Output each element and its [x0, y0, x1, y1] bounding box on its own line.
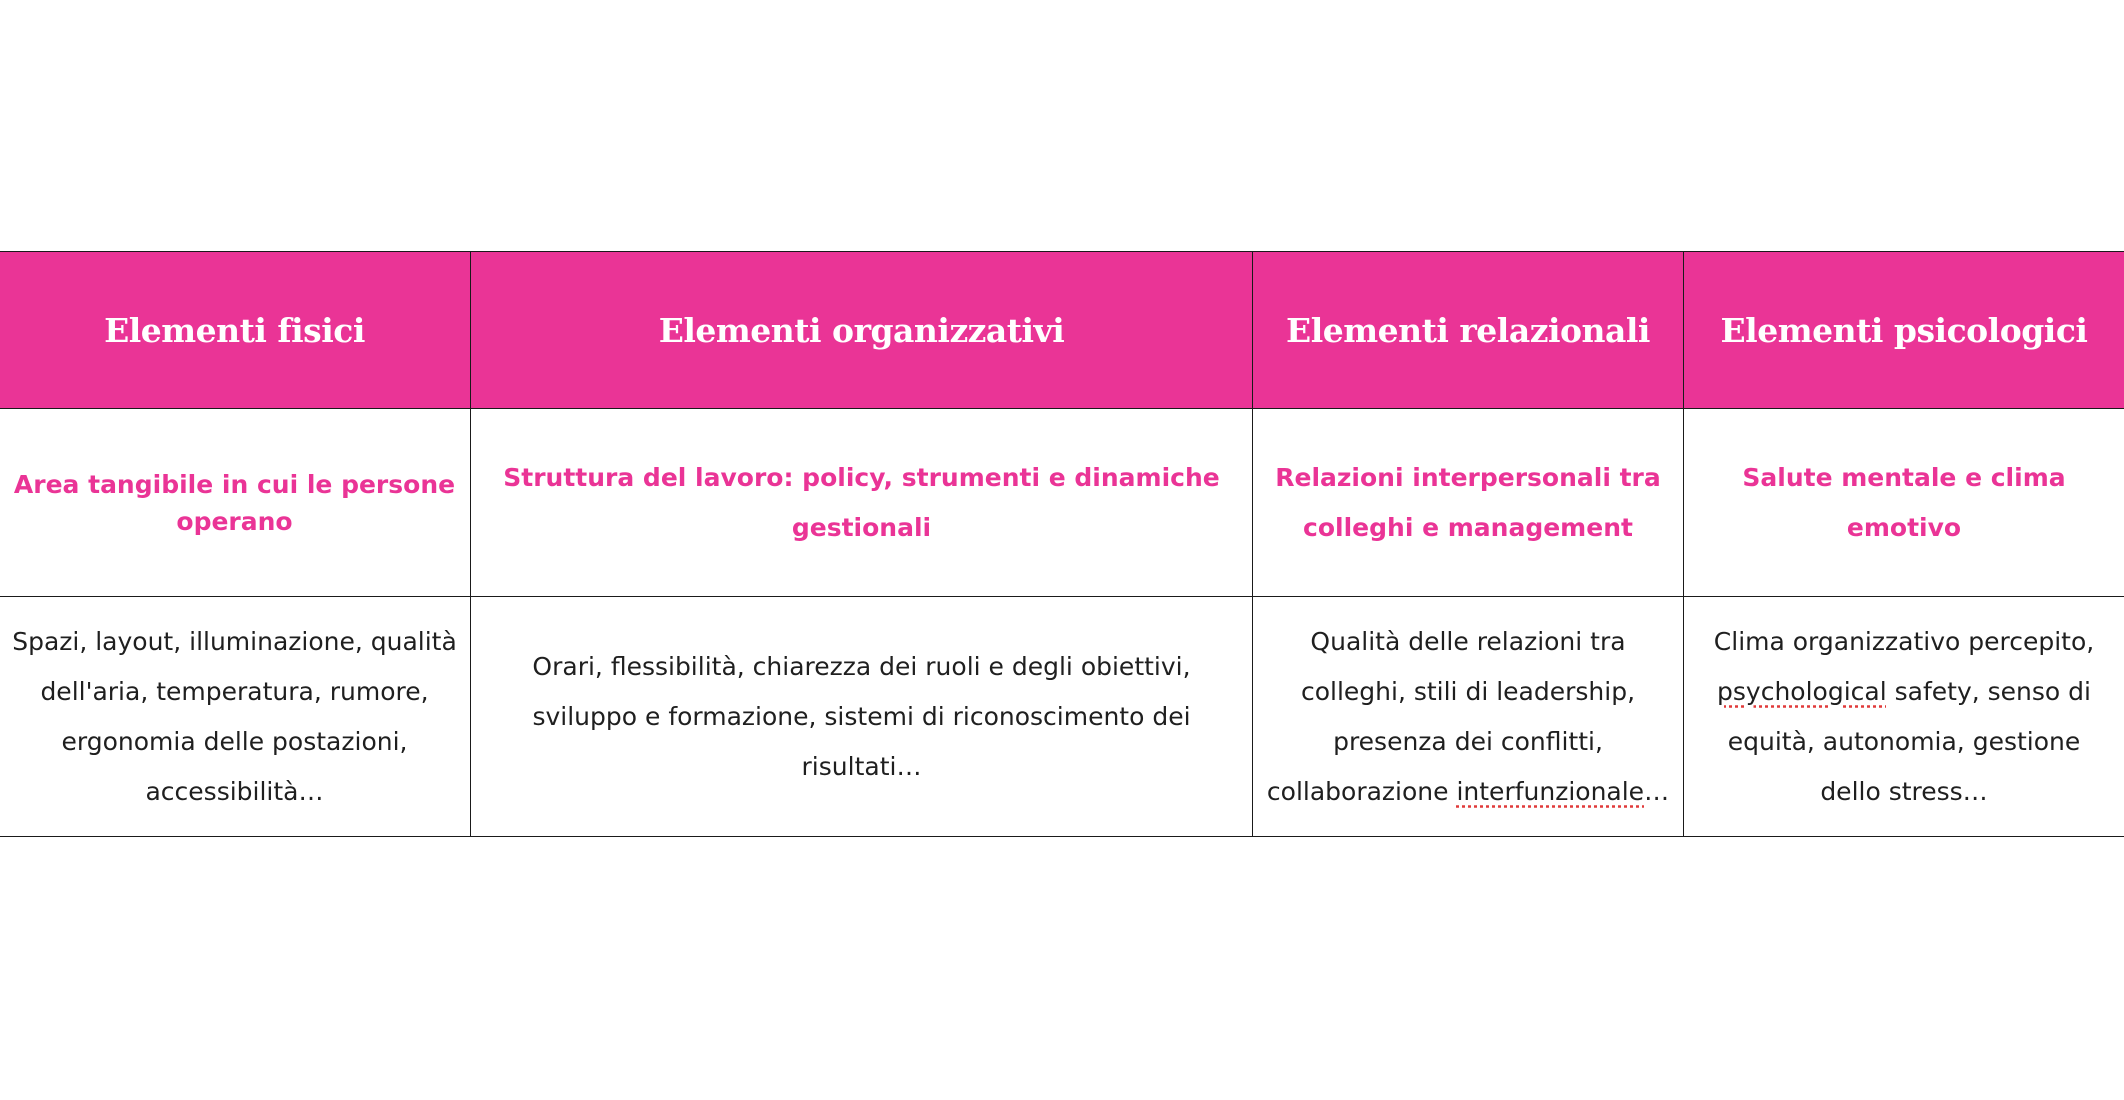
- subtitle-relational: Relazioni interpersonali tra colleghi e management: [1253, 409, 1684, 597]
- body-physical: Spazi, layout, illuminazione, qualità dell'aria, temperatura, rumore, ergonomia delle postazioni, accessibilità…: [0, 597, 471, 837]
- subtitle-psychological: Salute mentale e clima emotivo: [1684, 409, 2124, 597]
- subtitle-row: [0, 409, 2124, 597]
- subtitle-physical: Area tangibile in cui le persone operano: [0, 409, 471, 597]
- header-relational: Elementi relazionali: [1253, 252, 1684, 409]
- spellcheck-flagged-word[interactable]: psychological: [1717, 676, 1887, 706]
- subtitle-organizational: Struttura del lavoro: policy, strumenti e dinamiche gestionali: [471, 409, 1253, 597]
- header-row: [0, 252, 2124, 409]
- body-psychological-text-end: safety, senso di equità, autonomia, gestione dello stress…: [1727, 676, 2091, 806]
- header-psychological: Elementi psicologici: [1684, 252, 2124, 409]
- body-relational-text: Qualità delle relazioni tra colleghi, stili di leadership, presenza dei conflitti, collaborazione: [1266, 626, 1636, 806]
- body-organizational: Orari, flessibilità, chiarezza dei ruoli e degli obiettivi, sviluppo e formazione, sistemi di riconoscimento dei risultati…: [471, 597, 1253, 837]
- elements-table: [0, 251, 2124, 837]
- body-psychological-text-start: Clima organizzativo percepito,: [1713, 626, 2095, 656]
- body-row: [0, 597, 2124, 837]
- body-relational: [1253, 597, 1684, 837]
- body-psychological: [1684, 597, 2124, 837]
- spellcheck-flagged-word[interactable]: interfunzionale: [1456, 776, 1645, 806]
- header-organizational: Elementi organizzativi: [471, 252, 1253, 409]
- body-relational-ellipsis: …: [1644, 776, 1670, 806]
- header-physical: Elementi fisici: [0, 252, 471, 409]
